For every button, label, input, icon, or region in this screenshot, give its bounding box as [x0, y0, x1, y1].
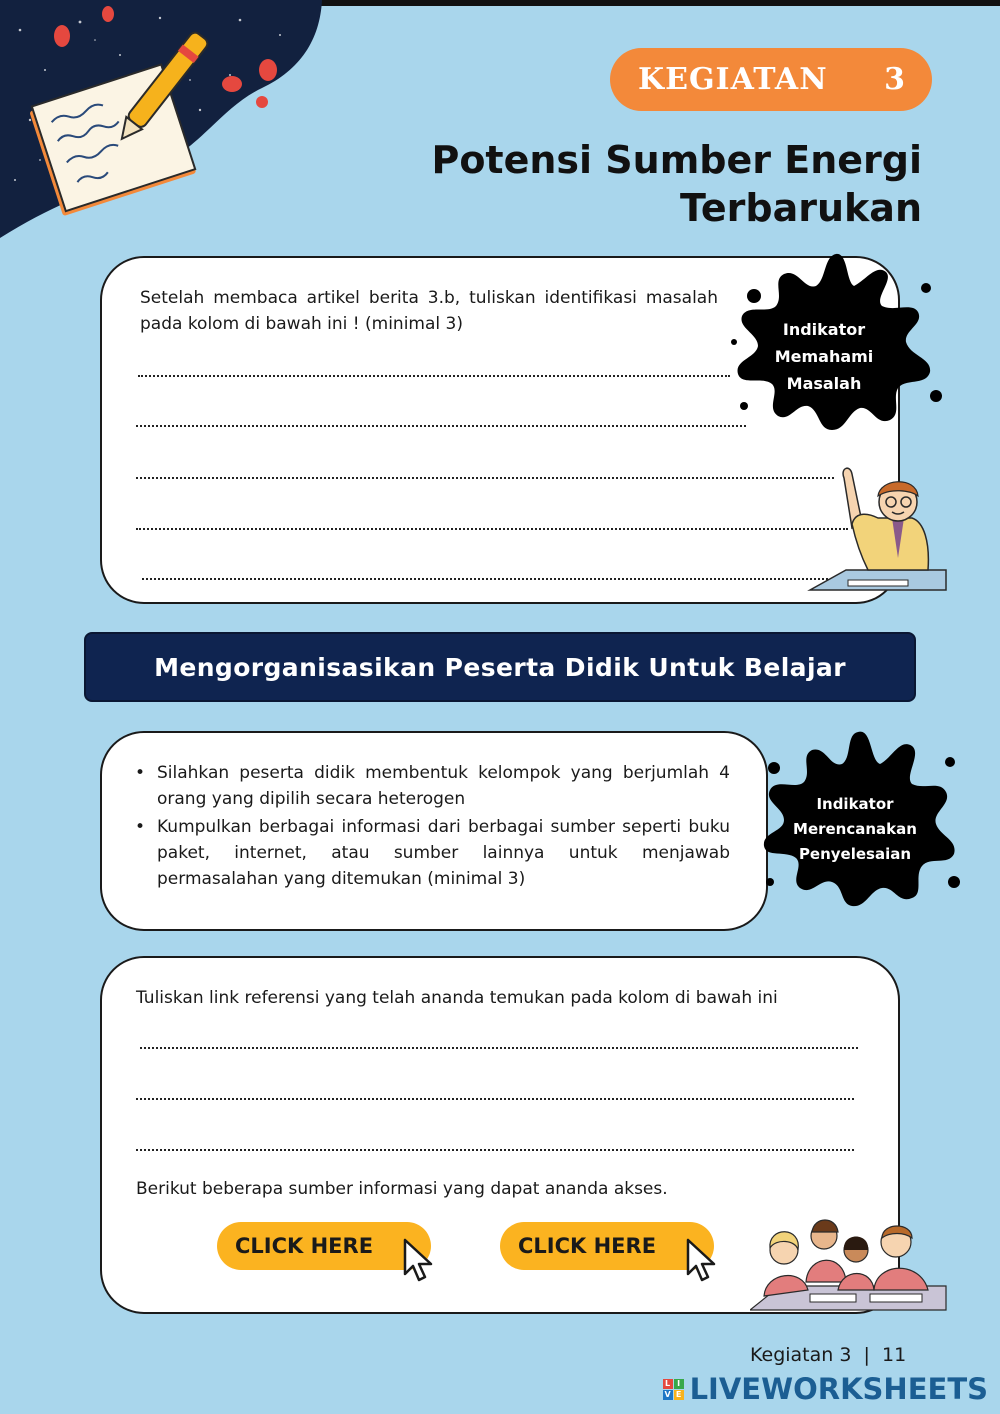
students-studying-illustration: [750, 1210, 950, 1314]
liveworksheets-logo: [663, 1372, 988, 1406]
list-item-text: Silahkan peserta didik membentuk kelompok yang berjumlah 4 orang yang dipilih secara heterogen: [157, 763, 730, 809]
reference-line-1[interactable]: [140, 1047, 858, 1049]
indicator-2-line-2: Merencanakan: [793, 820, 917, 838]
bullet-icon: •: [135, 763, 146, 783]
indicator-plan-solution: [774, 792, 936, 867]
pointer-cursor-icon: [684, 1230, 724, 1284]
section-banner: [84, 632, 916, 702]
click-here-button-2[interactable]: [500, 1222, 714, 1270]
sources-text: Berikut beberapa sumber informasi yang dapat ananda akses.: [136, 1179, 668, 1199]
title-line-1: Potensi Sumber Energi: [431, 138, 922, 182]
notebook-pen-illustration: [0, 0, 330, 240]
badge-label: KEGIATAN: [638, 62, 828, 97]
brand-text: LIVEWORKSHEETS: [689, 1372, 988, 1406]
badge-number: 3: [884, 62, 906, 97]
reference-line-3[interactable]: [136, 1149, 854, 1151]
page-title: [362, 136, 922, 232]
indicator-1-line-2: Memahami: [774, 347, 874, 366]
reference-line-2[interactable]: [136, 1098, 854, 1100]
student-raising-hand-illustration: [806, 462, 948, 602]
list-item-text: Kumpulkan berbagai informasi dari berbagai sumber seperti buku paket, internet, atau sumber lainnya untuk menjawab permasalahan yang ditemukan (minimal 3): [157, 817, 730, 889]
button-1-label: CLICK HERE: [235, 1234, 374, 1258]
indicator-2-line-1: Indikator: [816, 795, 894, 813]
liveworksheets-icon: L I V E: [663, 1379, 684, 1400]
title-line-2: Terbarukan: [680, 186, 922, 230]
button-2-label: CLICK HERE: [518, 1234, 657, 1258]
answer-line-3[interactable]: [136, 477, 834, 479]
pointer-cursor-icon: [401, 1230, 441, 1284]
answer-line-5[interactable]: [142, 578, 844, 580]
banner-text: Mengorganisasikan Peserta Didik Untuk Belajar: [154, 652, 846, 682]
answer-line-2[interactable]: [136, 425, 746, 427]
answer-line-1[interactable]: [138, 375, 730, 377]
bullet-icon: •: [135, 817, 146, 837]
list-item: [130, 814, 730, 892]
answer-line-4[interactable]: [136, 528, 848, 530]
instruction-list: [130, 760, 730, 894]
list-item: [130, 760, 730, 812]
click-here-button-1[interactable]: [217, 1222, 431, 1270]
indicator-1-line-1: Indikator: [782, 320, 866, 339]
references-instruction: Tuliskan link referensi yang telah ananda temukan pada kolom di bawah ini: [136, 988, 778, 1008]
indicator-2-line-3: Penyelesaian: [798, 845, 912, 863]
page-number: Kegiatan 3 | 11: [750, 1344, 907, 1366]
problem-instruction: Setelah membaca artikel berita 3.b, tuliskan identifikasi masalah pada kolom di bawah ini ! (minimal 3): [140, 288, 718, 334]
activity-badge: [610, 48, 932, 111]
indicator-understand-problem: [760, 316, 888, 397]
indicator-1-line-3: Masalah: [786, 374, 862, 393]
